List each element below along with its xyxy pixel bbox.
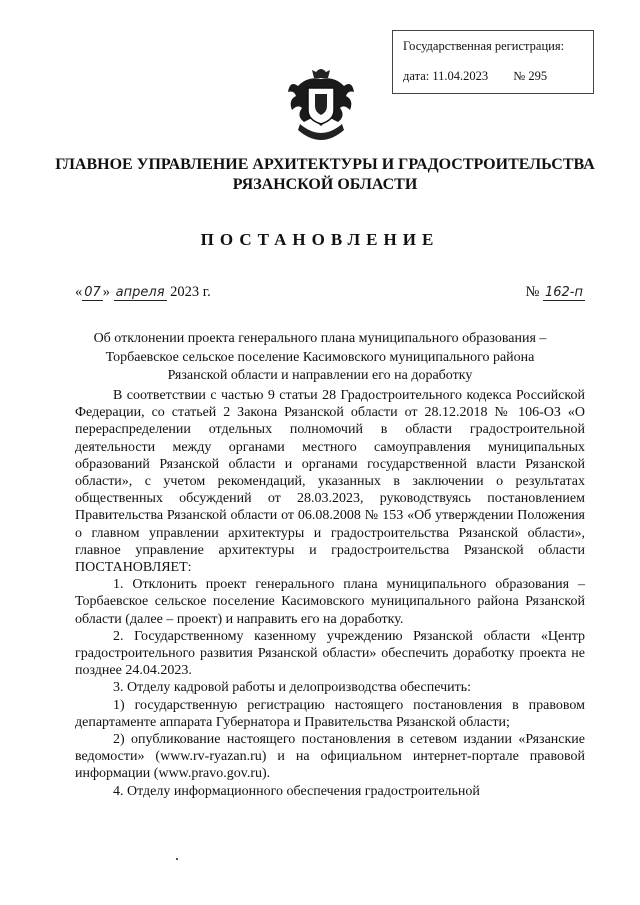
registration-stamp: [392, 30, 594, 94]
item-1: 1. Отклонить проект генерального плана муниципального образования – Торбаевское сельское поселение Касимовского муниципального района Рязанской области (далее – проект) и направить его на доработку.: [75, 577, 585, 627]
registration-date: дата: 11.04.2023: [403, 69, 489, 83]
document-year: 2023 г.: [170, 284, 211, 300]
handwritten-day: 07: [84, 285, 101, 300]
registration-details: [403, 69, 547, 84]
item-3-2: 2) опубликование настоящего постановления в сетевом издании «Рязанские ведомости» (www.rv-ryazan.ru) и на официальном интернет-портале правовой информации (www.pravo.gov.ru).: [75, 732, 585, 782]
document-subject: Об отклонении проекта генерального плана муниципального образования – Торбаевское сельское поселение Касимовского муниципального района Рязанской области и направлении его на доработку: [93, 331, 547, 383]
preamble-paragraph: В соответствии с частью 9 статьи 28 Градостроительного кодекса Российской Федерации, со статьей 2 Закона Рязанской области от 28.12.2018 № 106-ОЗ «О перераспределении отдельных полномочий в области градостроительной деятельности между органами местного самоуправления муниципальных образований Рязанской области и органами государственной власти Рязанской области», с учетом рекомендаций, указанных в заключении о результатах общественных обсуждений от 28.03.2023, руководствуясь постановлением Правительства Рязанской области от 06.08.2008 № 153 «Об утверждении Положения о главном управлении архитектуры и градостроительства Рязанской области», главное управление архитектуры и градостроительства Рязанской области ПОСТАНОВЛЯЕТ:: [75, 388, 585, 576]
item-2: 2. Государственному казенному учреждению Рязанской области «Центр градостроительного развития Рязанской области» обеспечить доработку проекта не позднее 24.04.2023.: [75, 628, 585, 679]
item-4: 4. Отделу информационного обеспечения градостроительной: [113, 783, 480, 799]
document-type-heading: ПОСТАНОВЛЕНИЕ: [200, 230, 440, 249]
organization-name: ГЛАВНОЕ УПРАВЛЕНИЕ АРХИТЕКТУРЫ И ГРАДОСТРОИТЕЛЬСТВА РЯЗАНСКОЙ ОБЛАСТИ: [55, 156, 595, 193]
handwritten-month: апреля: [115, 285, 165, 300]
item-3: 3. Отделу кадровой работы и делопроизводства обеспечить:: [113, 680, 472, 696]
handwritten-number: 162-п: [544, 285, 583, 300]
registration-title: Государственная регистрация:: [403, 39, 565, 53]
document-number: № 162-п: [525, 284, 583, 300]
coat-of-arms-icon: [286, 66, 356, 148]
document-date: « 07 » апреля 2023 г.: [75, 284, 211, 300]
registration-number: № 295: [513, 69, 548, 83]
item-3-1: 1) государственную регистрацию настоящего постановления в правовом департаменте аппарата Губернатора и Правительства Рязанской области;: [75, 697, 585, 730]
document-body: [75, 387, 585, 800]
scan-speck: [176, 858, 178, 860]
